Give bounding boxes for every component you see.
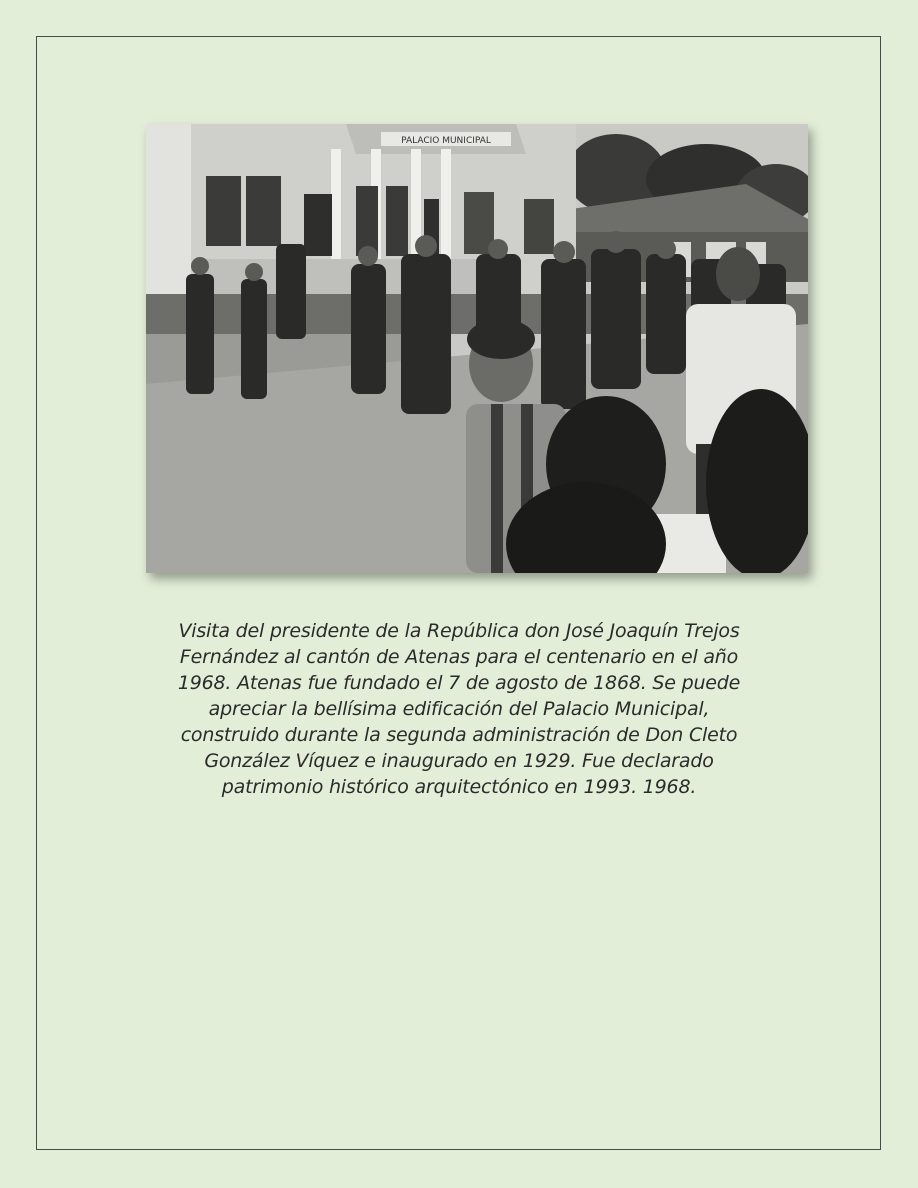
palacio-sign: PALACIO MUNICIPAL [401, 136, 491, 146]
photo-illustration [146, 124, 808, 573]
caption-line: González Víquez e inaugurado en 1929. Fue declarado [204, 750, 714, 772]
caption-line: patrimonio histórico arquitectónico en 1993. 1968. [221, 776, 697, 798]
caption-line: Fernández al cantón de Atenas para el centenario en el año [179, 646, 739, 668]
photo-caption [120, 618, 798, 800]
caption-line: Visita del presidente de la República don José Joaquín Trejos [178, 620, 740, 642]
caption-line: 1968. Atenas fue fundado el 7 de agosto de 1868. Se puede [177, 672, 741, 694]
caption-line: apreciar la bellísima edificación del Palacio Municipal, [208, 698, 710, 720]
historical-photo [146, 124, 808, 573]
caption-line: construido durante la segunda administración de Don Cleto [180, 724, 738, 746]
